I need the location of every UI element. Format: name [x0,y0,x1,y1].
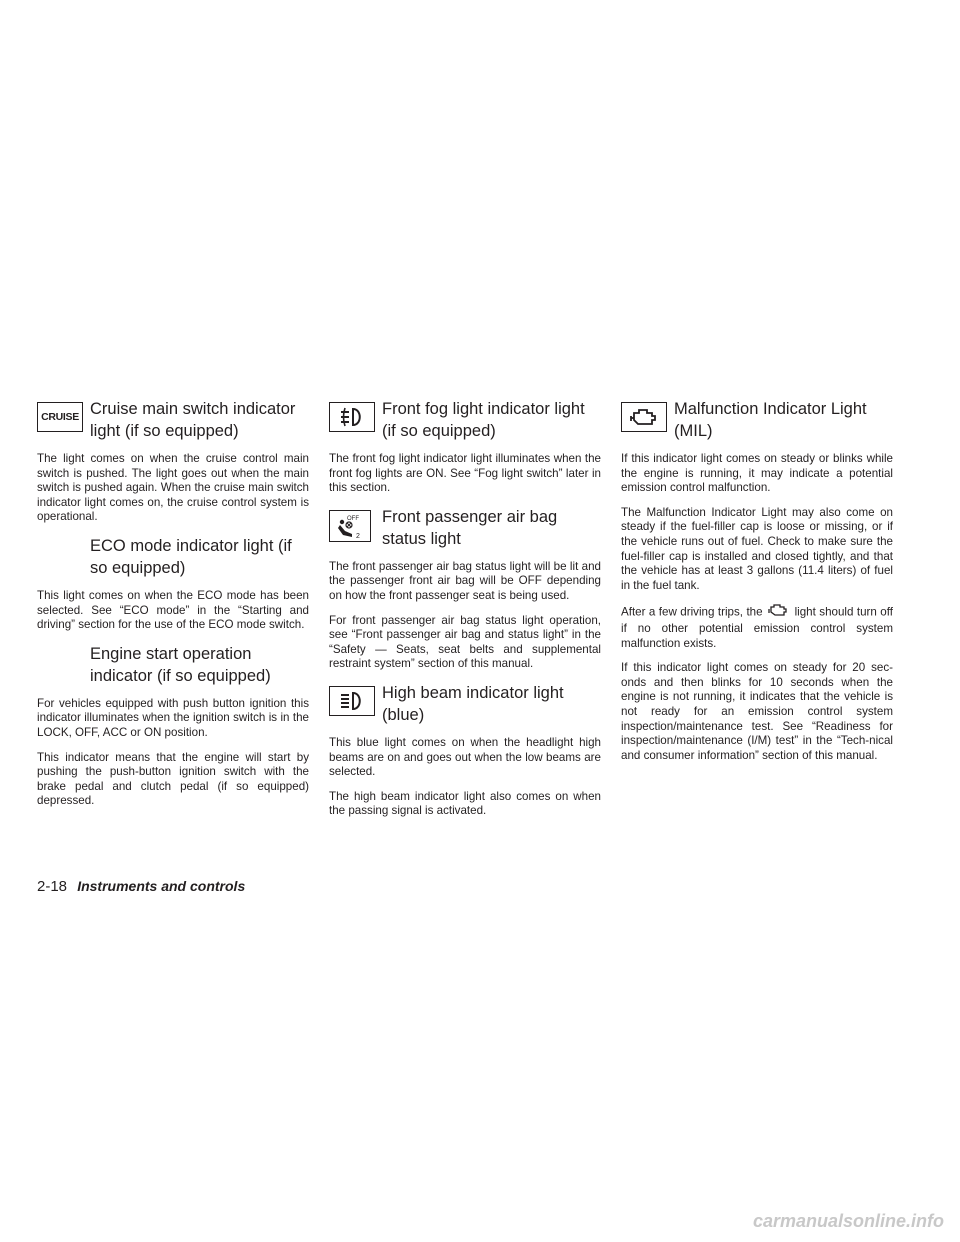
mil-paragraph-4: If this indicator light comes on steady for 20 sec-onds and then blinks for 10 seconds when the engine is not running, it indicates that the vehicle is not ready for an emission control system inspection/maintenance test. See “Readiness for inspection/maintenance (I/M) test” in the “Tech-nical and consumer information” section of this manual. [621,661,893,762]
page-footer [37,878,245,895]
section-airbag-header [329,506,601,550]
cruise-icon-label: CRUISE [41,411,79,423]
airbag-paragraph-2: For front passenger air bag status light operation, see “Front passenger air bag and status light” in the “Safety — Seats, seat belts and supplemental restraint system” section of this manual. [329,613,601,671]
airbag-heading: Front passenger air bag status light [382,507,558,548]
cruise-paragraph: The light comes on when the cruise control main switch is pushed. The light goes out when the main switch is pushed again. When the cruise main switch indicator light comes on, the cruise control system is operational. [37,452,309,524]
fog-paragraph: The front fog light indicator light illuminates when the front fog lights are ON. See “Fog light switch” later in this section. [329,452,601,495]
mil-paragraph-3-start: After a few driving trips, the [621,605,763,619]
high-beam-paragraph-1: This blue light comes on when the headlight high beams are on and goes out when the low beams are selected. [329,735,601,779]
section-eco-header [37,535,309,579]
mil-paragraph-1: If this indicator light comes on steady or blinks while the engine is running, it may indicate a potential emission control malfunction. [621,452,893,495]
section-fog-header [329,398,601,442]
cruise-heading: Cruise main switch indicator light (if so equipped) [90,400,296,440]
high-beam-paragraph-2: The high beam indicator light also comes on when the passing signal is activated. [329,789,601,818]
high-beam-icon [329,686,375,716]
passenger-airbag-off-icon [329,510,371,542]
engine-malfunction-inline-icon [766,603,792,622]
section-cruise-header [37,398,309,442]
column-middle [329,398,601,829]
high-beam-heading: High beam indicator light (blue) [382,683,564,724]
column-right [621,398,893,773]
engine-malfunction-icon [621,402,667,432]
engine-start-paragraph-2: This indicator means that the engine will start by pushing the push-button ignition switch with the brake pedal and clutch pedal (if so equipped) depressed. [37,750,309,808]
engine-start-paragraph-1: For vehicles equipped with push button ignition this indicator illuminates when the ignition switch is in the LOCK, OFF, ACC or ON position. [37,696,309,739]
cruise-icon [37,402,83,432]
page-number: 2-18 [37,878,68,895]
section-engine-start-header [37,643,309,687]
fog-heading: Front fog light indicator light (if so equipped) [382,400,585,440]
front-fog-light-icon [329,402,375,432]
svg-text:2: 2 [356,532,360,540]
chapter-title: Instruments and controls [77,878,246,894]
eco-heading: ECO mode indicator light (if so equipped) [90,536,292,577]
watermark: carmanualsonline.info [752,1211,944,1231]
section-mil-header [621,398,893,442]
mil-heading: Malfunction Indicator Light (MIL) [674,400,867,440]
airbag-paragraph-1: The front passenger air bag status light will be lit and the passenger front air bag will be OFF depending on how the front passenger seat is being used. [329,559,601,602]
mil-paragraph-3 [621,603,893,651]
airbag-off-label: OFF [347,515,359,522]
eco-paragraph: This light comes on when the ECO mode has been selected. See “ECO mode” in the “Starting and driving” section for the use of the ECO mode switch. [37,588,309,632]
column-left [37,398,309,819]
mil-paragraph-2: The Malfunction Indicator Light may also come on steady if the fuel-filler cap is loose or missing, or if the vehicle runs out of fuel. Check to make sure the fuel-filler cap is installed and closed tightly, and that the vehicle has at least 3 gallons (11.4 liters) of fuel in the fuel tank. [621,505,893,592]
mil-paragraph-3-end: light should turn off if no other potential emission control system malfunction exists. [621,605,893,650]
engine-start-heading: Engine start operation indicator (if so equipped) [90,644,271,685]
section-high-beam-header [329,682,601,726]
